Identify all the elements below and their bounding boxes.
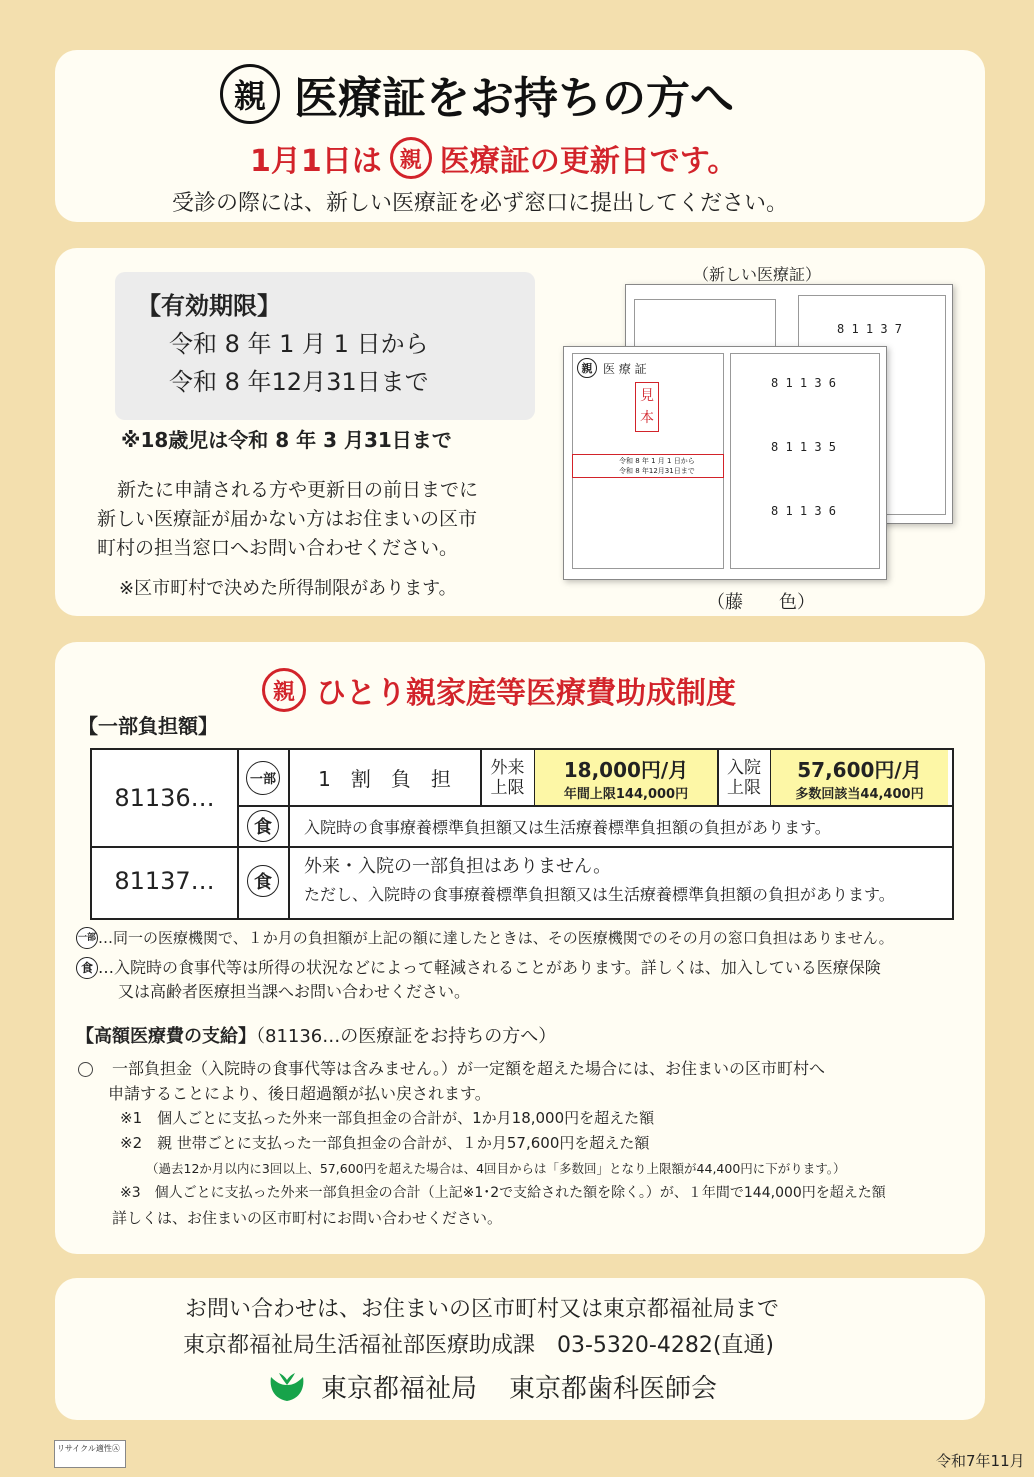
note-shoku: 食 …入院時の食事代等は所得の状況などによって軽減されることがあります。詳しくは、加入している医療保険 又は高齢者医療担当課へお問い合わせください。 bbox=[76, 956, 976, 1004]
org-fukushi: 東京都福祉局 bbox=[321, 1374, 478, 1404]
kogaku-body: 一部負担金（入院時の食事代等は含みません。）が一定額を超えた場合には、お住まいの区市町村へ 申請することにより、後日超過額が払い戻されます。 ※1 個人ごとに支払った外来一部負担金の合計が、1か月18,000円を超えた額 ※2 親 世帯ごとに支払った一部負担金の合計が、１か月57,600円を超えた額 （過去12か月以内に3回以上、57,600円を超えた場合は、4回目からは「多数回」となり上限額が44,400円に下がります。） ※3 個人ごとに支払った外来一部負担金の合計（上記※1･2で支給された額を除く。）が、１年間で144,000円を超えた額 詳しくは、お住まいの区市町村にお問い合わせください。 bbox=[108, 1059, 886, 1227]
row1-code: 81136… bbox=[114, 784, 215, 812]
card-front-number-1: 8 1 1 3 6 bbox=[771, 376, 837, 390]
card-title: 医 療 証 bbox=[603, 361, 647, 376]
contact-line1: お問い合わせは、お住まいの区市町村又は東京都福祉局まで bbox=[185, 1297, 780, 1322]
contact-orgs bbox=[267, 1368, 717, 1405]
row1-outpatient-amount: 18,000円/月 bbox=[563, 757, 689, 782]
row2-line2: ただし、入院時の食事療養標準負担額又は生活療養標準負担額の負担があります。 bbox=[304, 884, 895, 904]
validity-to: 令和 8 年12月31日まで bbox=[169, 368, 429, 396]
header-panel bbox=[55, 50, 985, 222]
oya-mark-program: 親 bbox=[262, 668, 306, 712]
card-front-number-3: 8 1 1 3 6 bbox=[771, 504, 837, 518]
kogaku-heading-row bbox=[76, 1022, 556, 1048]
row1-meal-text: 入院時の食事療養標準負担額又は生活療養標準負担額の負担があります。 bbox=[304, 817, 831, 837]
card-illustration bbox=[563, 284, 953, 584]
burden-table bbox=[90, 748, 954, 920]
renewal-subtitle: 1月1日は 親 医療証の更新日です。 bbox=[250, 136, 737, 180]
contact-panel bbox=[55, 1278, 985, 1420]
card-front-number-2: 8 1 1 3 5 bbox=[771, 440, 837, 454]
kogaku-bullet bbox=[78, 1062, 93, 1077]
row1-badge-shoku: 食 bbox=[238, 806, 288, 846]
row1-ratio: 1 割 負 担 bbox=[318, 767, 451, 791]
row1-inpatient-cell bbox=[771, 750, 948, 805]
row1-inpatient-sub: 多数回該当44,400円 bbox=[795, 786, 924, 802]
burden-heading: 【一部負担額】 bbox=[78, 714, 218, 738]
kogaku-heading: 【高額医療費の支給】 bbox=[76, 1026, 256, 1047]
row1-badge-ichibu: 一部 bbox=[238, 750, 288, 805]
oya-mark-small: 親 bbox=[390, 137, 432, 179]
row2-line1: 外来・入院の一部負担はありません。 bbox=[304, 855, 612, 877]
validity-panel bbox=[55, 248, 985, 616]
program-title: 親 ひとり親家庭等医療費助成制度 bbox=[262, 668, 736, 712]
note-ichibu: 一部 …同一の医療機関で、１か月の負担額が上記の額に達したときは、その医療機関でのその月の窓口負担はありません。 bbox=[77, 929, 894, 947]
apply-paragraph: 新たに申請される方や更新日の前日までに 新しい医療証が届かない方はお住まいの区市 町村の担当窓口へお問い合わせください。 bbox=[97, 479, 479, 559]
row2-text bbox=[304, 847, 944, 914]
income-note: ※区市町村で決めた所得制限があります。 bbox=[119, 578, 457, 599]
validity-from: 令和 8 年 1 月 1 日から bbox=[169, 330, 429, 358]
row2-badge-shoku: 食 bbox=[238, 847, 288, 914]
age18-note: ※18歳児は令和 8 年 3 月31日まで bbox=[121, 428, 452, 452]
contact-line2: 東京都福祉局生活福祉部医療助成課 03-5320-4282(直通) bbox=[183, 1333, 775, 1358]
org-dental: 東京都歯科医師会 bbox=[509, 1374, 718, 1404]
card-period-2: 令和 8 年12月31日まで bbox=[619, 467, 695, 475]
instruction-text: 受診の際には、新しい医療証を必ず窓口に提出してください。 bbox=[172, 191, 789, 216]
main-title: 親 医療証をお持ちの方へ bbox=[220, 62, 734, 126]
row1-outpatient-label: 外来 上限 bbox=[490, 757, 525, 798]
card-period-1: 令和 8 年 1 月 1 日から bbox=[619, 457, 695, 465]
validity-heading: 【有効期限】 bbox=[137, 292, 281, 320]
card-caption-top: （新しい医療証） bbox=[693, 265, 822, 284]
tokyo-ginkgo-logo-icon bbox=[267, 1371, 307, 1403]
row2-code: 81137… bbox=[114, 866, 215, 895]
recycle-mark: リサイクル適性Ⓐ bbox=[54, 1440, 126, 1468]
card-back-number: 8 1 1 3 7 bbox=[837, 322, 903, 336]
kogaku-sub: （81136…の医療証をお持ちの方へ） bbox=[256, 1026, 557, 1047]
oya-mark: 親 bbox=[220, 64, 280, 124]
row1-outpatient-sub: 年間上限144,000円 bbox=[563, 786, 689, 802]
row1-inpatient-amount: 57,600円/月 bbox=[797, 757, 922, 782]
row1-inpatient-label: 入院 上限 bbox=[727, 757, 761, 798]
card-front: 親 医 療 証 見本 令和 8 年 1 月 1 日から 令和 8 年12月31日まで 8 1 1 3 6 8 1 1 3 5 8 1 1 3 6 bbox=[563, 346, 887, 580]
card-caption-bottom: （藤 色） bbox=[707, 592, 815, 613]
issue-date: 令和7年11月 bbox=[936, 1452, 1025, 1470]
card-sample-stamp: 見本 bbox=[635, 382, 659, 432]
row1-outpatient-cell bbox=[535, 750, 717, 805]
